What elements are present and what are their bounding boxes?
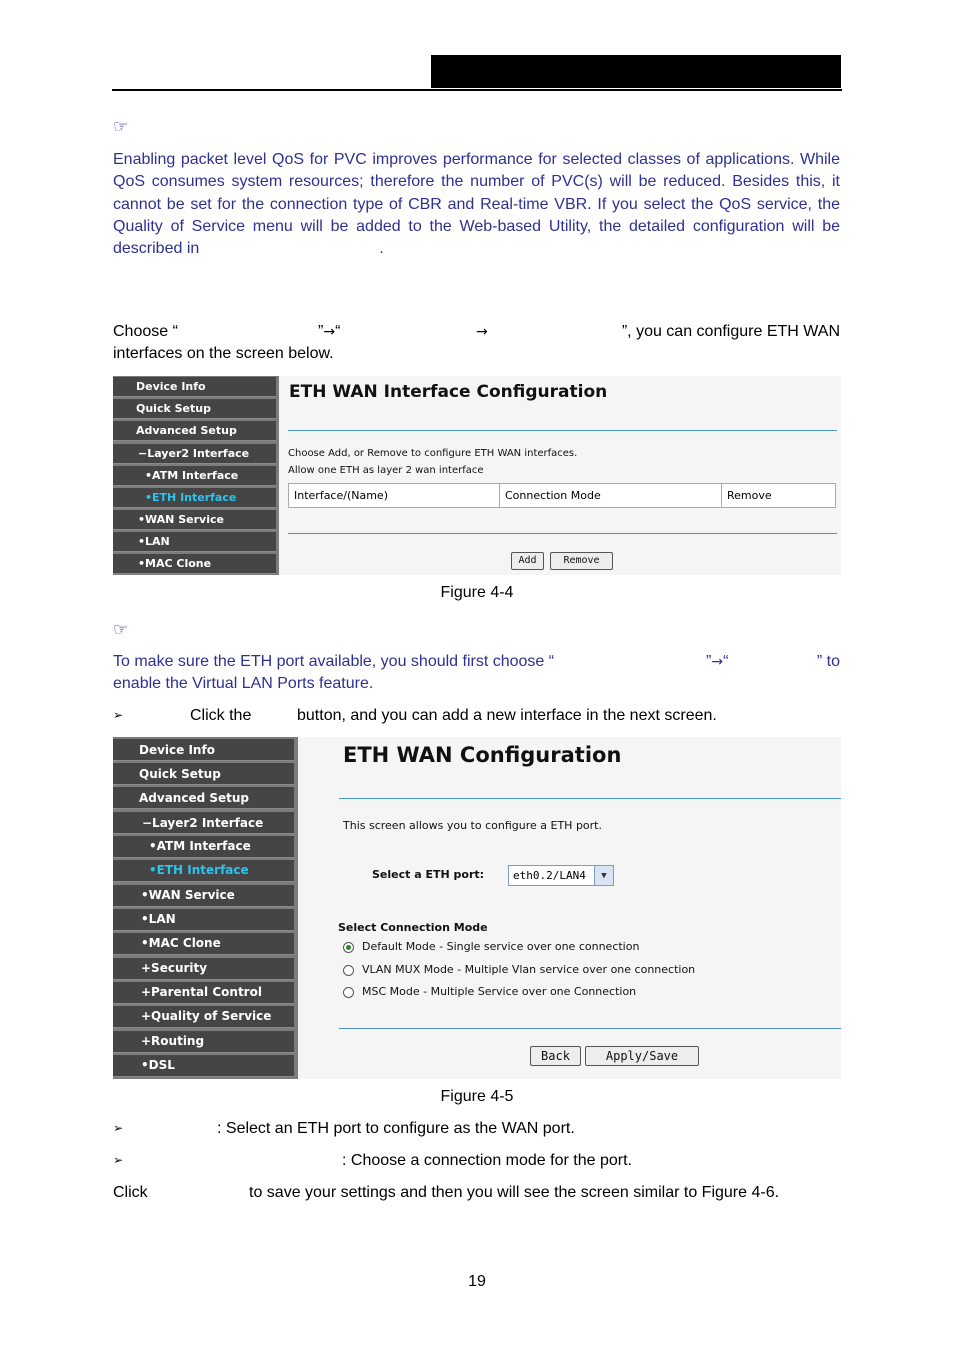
note-eth-arrow: ”→“ bbox=[706, 653, 729, 670]
eth-port-label: Select a ETH port: bbox=[372, 868, 485, 881]
menu-quality-of-service[interactable]: +Quality of Service bbox=[113, 1006, 294, 1028]
menu-advanced-setup[interactable]: Advanced Setup bbox=[113, 421, 276, 441]
click-word: Click bbox=[113, 1184, 148, 1201]
pointing-hand-icon: ☞ bbox=[113, 117, 129, 137]
header-bar bbox=[431, 55, 841, 88]
divider bbox=[288, 430, 837, 431]
click-save-text: to save your settings and then you will see the screen similar to Figure 4-6. bbox=[249, 1184, 780, 1201]
arrowhead-bullet-icon: ➢ bbox=[113, 1121, 124, 1135]
eth-port-value: eth0.2/LAN4 bbox=[513, 869, 586, 882]
eth-port-select[interactable] bbox=[508, 865, 614, 886]
divider bbox=[339, 798, 841, 799]
menu-quick-setup[interactable]: Quick Setup bbox=[113, 399, 276, 419]
menu-layer2-interface[interactable]: −Layer2 Interface bbox=[113, 444, 276, 464]
panel-description: Choose Add, or Remove to configure ETH WAN interfaces. bbox=[288, 448, 578, 459]
arrowhead-bullet-icon: ➢ bbox=[113, 1153, 124, 1167]
sidebar-menu bbox=[113, 737, 298, 1079]
choose-line-start: Choose “ bbox=[113, 323, 178, 340]
connection-mode-heading: Select Connection Mode bbox=[338, 921, 488, 934]
menu-lan[interactable]: •LAN bbox=[113, 532, 276, 552]
table-header-connection-mode: Connection Mode bbox=[500, 484, 722, 507]
radio-label-vlan-mux-mode: VLAN MUX Mode - Multiple Vlan service over one connection bbox=[362, 963, 696, 976]
table-header-interface: Interface/(Name) bbox=[289, 484, 500, 507]
note-qos-paragraph bbox=[113, 149, 840, 260]
panel-title: ETH WAN Interface Configuration bbox=[289, 382, 608, 402]
note-eth-line-2: enable the Virtual LAN Ports feature. bbox=[113, 675, 374, 692]
menu-security[interactable]: +Security bbox=[113, 958, 294, 980]
note-eth-line-start: To make sure the ETH port available, you should first choose “ bbox=[113, 653, 555, 670]
arrow-icon: → bbox=[476, 324, 488, 340]
menu-atm-interface[interactable]: •ATM Interface bbox=[113, 466, 276, 486]
figure-4-4-caption: Figure 4-4 bbox=[440, 584, 514, 601]
menu-device-info[interactable]: Device Info bbox=[113, 377, 276, 397]
divider bbox=[339, 1028, 841, 1029]
panel-note: Allow one ETH as layer 2 wan interface bbox=[288, 465, 484, 476]
note-eth-line-end: ” to bbox=[816, 653, 840, 670]
divider bbox=[288, 533, 837, 534]
radio-label-default-mode: Default Mode - Single service over one connection bbox=[362, 940, 640, 953]
menu-device-info[interactable]: Device Info bbox=[113, 739, 294, 761]
radio-vlan-mux-mode[interactable] bbox=[343, 965, 354, 976]
arrowhead-bullet-icon: ➢ bbox=[113, 708, 124, 722]
menu-routing[interactable]: +Routing bbox=[113, 1031, 294, 1053]
menu-parental-control[interactable]: +Parental Control bbox=[113, 982, 294, 1004]
radio-default-mode[interactable] bbox=[343, 942, 354, 953]
add-button[interactable]: Add bbox=[511, 552, 544, 570]
sidebar-menu bbox=[113, 376, 279, 575]
radio-label-msc-mode: MSC Mode - Multiple Service over one Connection bbox=[362, 985, 637, 998]
pointing-hand-icon: ☞ bbox=[113, 620, 129, 640]
menu-eth-interface[interactable]: •ETH Interface bbox=[113, 488, 276, 508]
choose-arrow-2 bbox=[476, 321, 488, 343]
arrow-icon: → bbox=[711, 654, 724, 670]
bullet-connection-mode: : Choose a connection mode for the port. bbox=[342, 1152, 632, 1169]
bullet-eth-port: : Select an ETH port to configure as the WAN port. bbox=[217, 1120, 575, 1137]
figure-4-4-screenshot bbox=[113, 376, 841, 575]
menu-wan-service[interactable]: •WAN Service bbox=[113, 885, 294, 907]
note-qos-text: Enabling packet level QoS for PVC improves performance for selected classes of applications. While QoS consumes system resources; therefore the number of PVC(s) will be reduced. Besides this, it cannot be set for the connection type of CBR and Real-time VBR. If you select the QoS service, the Quality of Service menu will be added to the Web-based Utility, the detailed configuration will be described in bbox=[113, 151, 840, 258]
interface-table bbox=[288, 483, 836, 508]
menu-atm-interface[interactable]: •ATM Interface bbox=[113, 836, 294, 858]
page-number: 19 bbox=[468, 1273, 486, 1290]
panel-description: This screen allows you to configure a ETH port. bbox=[343, 819, 602, 832]
menu-quick-setup[interactable]: Quick Setup bbox=[113, 763, 294, 785]
remove-button[interactable]: Remove bbox=[550, 552, 613, 570]
radio-msc-mode[interactable] bbox=[343, 987, 354, 998]
choose-line-end: ”, you can configure ETH WAN bbox=[621, 323, 840, 340]
menu-lan[interactable]: •LAN bbox=[113, 909, 294, 931]
menu-advanced-setup[interactable]: Advanced Setup bbox=[113, 787, 294, 809]
bullet-click-add-a: Click the bbox=[190, 707, 252, 724]
apply-save-button[interactable]: Apply/Save bbox=[585, 1046, 699, 1066]
menu-mac-clone[interactable]: •MAC Clone bbox=[113, 554, 276, 574]
menu-wan-service[interactable]: •WAN Service bbox=[113, 510, 276, 530]
panel-title: ETH WAN Configuration bbox=[343, 743, 622, 767]
header-rule bbox=[112, 89, 842, 91]
menu-eth-interface[interactable]: •ETH Interface bbox=[113, 860, 294, 882]
choose-line-2: interfaces on the screen below. bbox=[113, 345, 334, 362]
menu-layer2-interface[interactable]: −Layer2 Interface bbox=[113, 812, 294, 834]
figure-4-5-caption: Figure 4-5 bbox=[440, 1088, 514, 1105]
arrow-icon: → bbox=[323, 324, 336, 340]
bullet-click-add-b: button, and you can add a new interface in the next screen. bbox=[297, 707, 717, 724]
menu-dsl[interactable]: •DSL bbox=[113, 1055, 294, 1077]
note-qos-tail: . bbox=[379, 240, 384, 258]
figure-4-5-screenshot bbox=[113, 737, 841, 1079]
table-header-remove: Remove bbox=[727, 489, 772, 502]
back-button[interactable]: Back bbox=[530, 1046, 581, 1066]
menu-mac-clone[interactable]: •MAC Clone bbox=[113, 933, 294, 955]
choose-arrow-1: ”→“ bbox=[318, 323, 341, 340]
chevron-down-icon[interactable]: ▼ bbox=[594, 866, 613, 885]
